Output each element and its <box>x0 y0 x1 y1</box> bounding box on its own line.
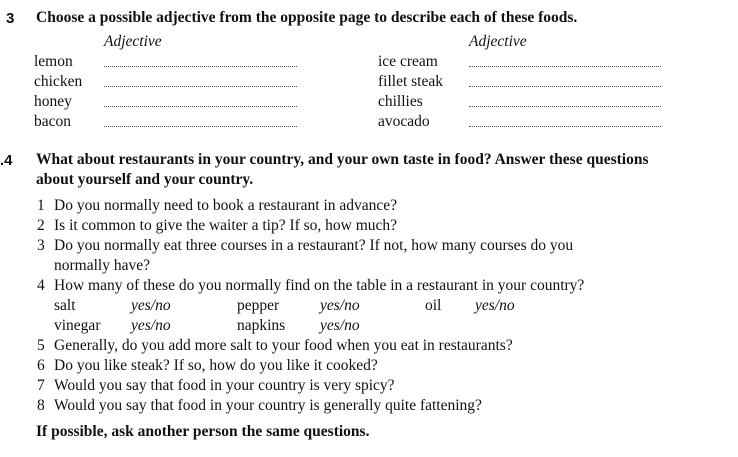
question-number: 6 <box>37 357 45 374</box>
question-text: Generally, do you add more salt to your food when you eat in restaurants? <box>54 337 513 354</box>
question-number: 2 <box>37 217 45 234</box>
exercise-3-instruction: Choose a possible adjective from the opposite page to describe each of these foods. <box>36 9 578 26</box>
question-number: 8 <box>37 397 45 414</box>
food-chicken: chicken <box>34 73 83 90</box>
answer-line-bacon[interactable] <box>104 126 297 127</box>
answer-line-lemon[interactable] <box>104 66 297 67</box>
question-text: Would you say that food in your country is generally quite fattening? <box>54 397 482 414</box>
question-number: 1 <box>37 197 45 214</box>
yes-no-oil[interactable]: yes/no <box>475 297 515 314</box>
food-fillet-steak: fillet steak <box>378 73 443 90</box>
adjective-heading-left: Adjective <box>104 33 162 50</box>
answer-line-fillet-steak[interactable] <box>469 86 661 87</box>
yes-no-pepper[interactable]: yes/no <box>320 297 360 314</box>
table-item-pepper: pepper <box>237 297 280 314</box>
exercise-4-number: .4 <box>0 152 13 169</box>
adjective-heading-right: Adjective <box>469 33 527 50</box>
table-item-vinegar: vinegar <box>54 317 101 334</box>
answer-line-ice-cream[interactable] <box>469 66 661 67</box>
table-item-napkins: napkins <box>237 317 286 334</box>
exercise-3-number: 3 <box>6 10 15 27</box>
food-ice-cream: ice cream <box>378 53 438 70</box>
exercise-4-instruction-line1: What about restaurants in your country, and your own taste in food? Answer these questions <box>36 151 649 168</box>
food-chillies: chillies <box>378 93 423 110</box>
yes-no-napkins[interactable]: yes/no <box>320 317 360 334</box>
food-bacon: bacon <box>34 113 72 130</box>
yes-no-salt[interactable]: yes/no <box>131 297 171 314</box>
answer-line-chillies[interactable] <box>469 106 661 107</box>
question-number: 7 <box>37 377 45 394</box>
question-text: How many of these do you normally find on the table in a restaurant in your country? <box>54 277 585 294</box>
question-text: Do you like steak? If so, how do you like it cooked? <box>54 357 378 374</box>
answer-line-honey[interactable] <box>104 106 297 107</box>
yes-no-vinegar[interactable]: yes/no <box>131 317 171 334</box>
table-item-salt: salt <box>54 297 76 314</box>
answer-line-avocado[interactable] <box>469 126 661 127</box>
food-avocado: avocado <box>378 113 430 130</box>
closing-instruction: If possible, ask another person the same questions. <box>36 423 370 440</box>
question-text: Do you normally eat three courses in a restaurant? If not, how many courses do you <box>54 237 574 254</box>
question-text: Do you normally need to book a restaurant in advance? <box>54 197 398 214</box>
table-item-oil: oil <box>425 297 442 314</box>
exercise-4-instruction-line2: about yourself and your country. <box>36 171 254 188</box>
food-honey: honey <box>34 93 72 110</box>
question-text: Is it common to give the waiter a tip? If so, how much? <box>54 217 398 234</box>
question-number: 3 <box>37 237 45 254</box>
question-number: 5 <box>37 337 45 354</box>
question-number: 4 <box>37 277 45 294</box>
food-lemon: lemon <box>34 53 73 70</box>
answer-line-chicken[interactable] <box>104 86 297 87</box>
question-3-continuation: normally have? <box>54 257 150 274</box>
question-text: Would you say that food in your country is very spicy? <box>54 377 395 394</box>
